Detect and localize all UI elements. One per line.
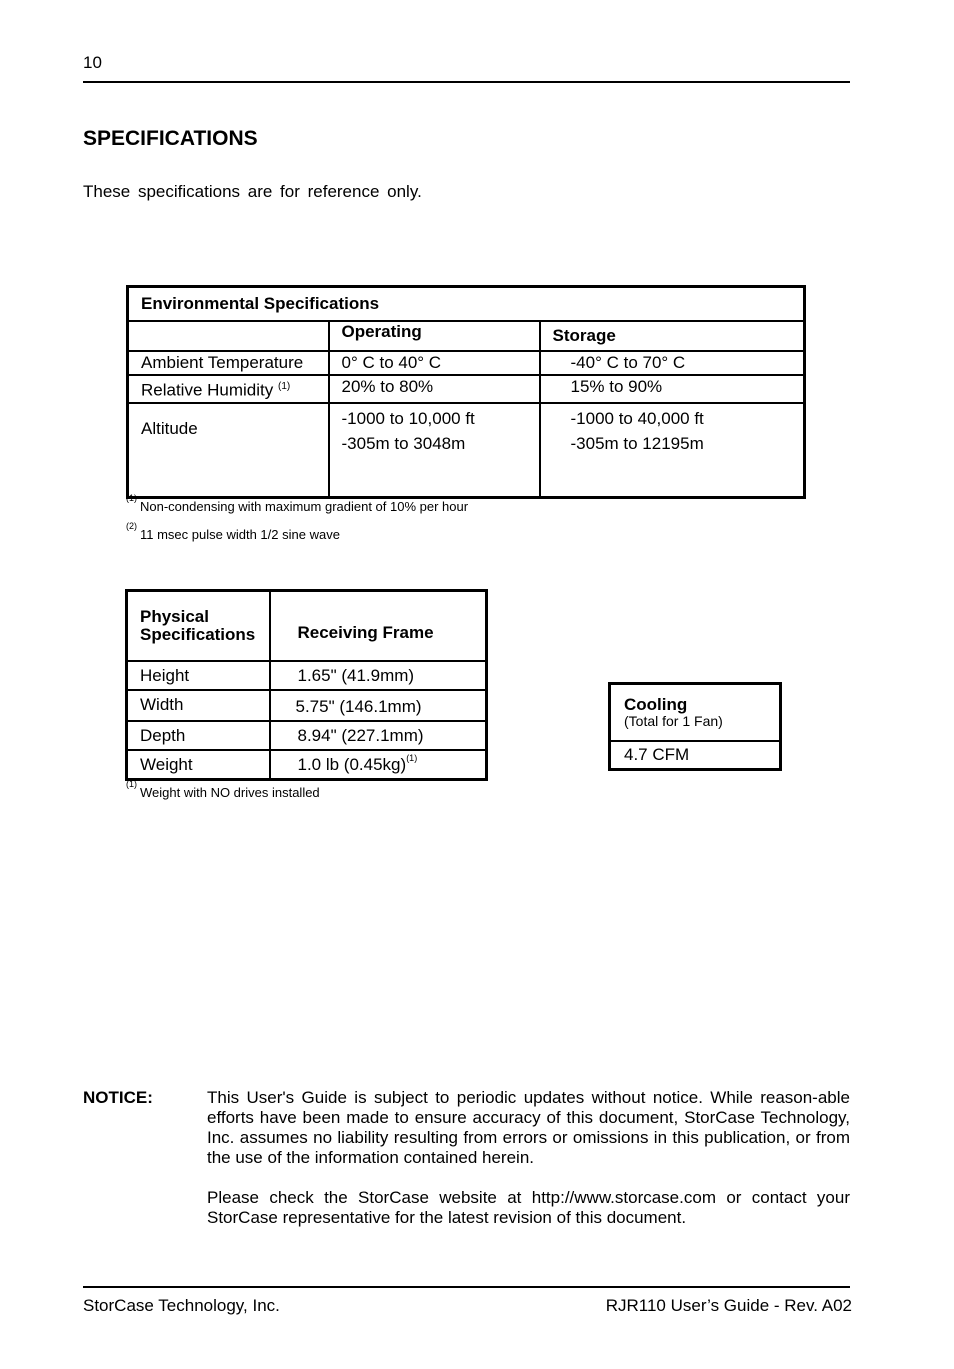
phys-title-line-2: Specifications bbox=[140, 625, 256, 644]
physical-specs-table bbox=[125, 589, 488, 781]
footer-company: StorCase Technology, Inc. bbox=[83, 1296, 280, 1315]
footnote-mark: (1) bbox=[126, 493, 137, 503]
env-row-label-text: Relative Humidity bbox=[141, 380, 274, 400]
env-altitude-storage bbox=[540, 403, 805, 498]
phys-row-label: Weight bbox=[127, 750, 270, 780]
phys-row-value bbox=[270, 750, 487, 780]
env-row-label: Ambient Temperature bbox=[128, 351, 329, 375]
cooling-value: 4.7 CFM bbox=[610, 741, 781, 770]
footnote-mark: (2) bbox=[126, 521, 137, 531]
footnote-mark: (1) bbox=[126, 779, 137, 789]
phys-table-title bbox=[127, 591, 270, 662]
notice-body bbox=[207, 1088, 850, 1248]
env-row-label bbox=[128, 375, 329, 403]
page-title: SPECIFICATIONS bbox=[83, 127, 258, 150]
notice-paragraph-1: This User's Guide is subject to periodic updates without notice. While reason-able efforts have been made to ensure accuracy of this document, StorCase Technology, Inc. assumes no liability resulting from errors or omissions in this publication, or from the use of the information contained herein. bbox=[207, 1088, 850, 1167]
altitude-operating-m: -305m to 3048m bbox=[341, 433, 466, 453]
env-footnote-1 bbox=[126, 493, 469, 514]
intro-text: These specifications are for reference only. bbox=[83, 182, 422, 201]
footer-rule bbox=[83, 1286, 850, 1288]
footnote-ref: (1) bbox=[406, 753, 418, 763]
footer-doc-title: RJR110 User’s Guide - Rev. A02 bbox=[605, 1296, 852, 1315]
env-col-operating: Operating bbox=[329, 321, 540, 351]
footnote-text: Weight with NO drives installed bbox=[140, 785, 320, 800]
phys-weight-text: 1.0 lb (0.45kg) bbox=[297, 755, 407, 774]
notice-label: NOTICE: bbox=[83, 1088, 153, 1107]
phys-row-value: 5.75" (146.1mm) bbox=[270, 690, 487, 721]
env-altitude-label: Altitude bbox=[128, 403, 329, 498]
env-row-storage: -40° C to 70° C bbox=[540, 351, 805, 375]
altitude-operating-ft: -1000 to 10,000 ft bbox=[341, 408, 475, 428]
phys-row-value: 1.65" (41.9mm) bbox=[270, 661, 487, 690]
header-rule bbox=[83, 81, 850, 83]
cooling-table bbox=[608, 682, 782, 771]
cooling-title: Cooling bbox=[624, 694, 688, 714]
env-row-operating: 20% to 80% bbox=[329, 375, 540, 403]
env-row-storage: 15% to 90% bbox=[540, 375, 805, 403]
phys-footnote bbox=[126, 779, 320, 800]
phys-row-label: Depth bbox=[127, 721, 270, 750]
notice-paragraph-2: Please check the StorCase website at http://www.storcase.com or contact your StorCase representative for the latest revision of this document. bbox=[207, 1188, 850, 1227]
environmental-specs-table bbox=[126, 285, 806, 499]
env-footnote-2 bbox=[126, 521, 340, 542]
env-row-operating: 0° C to 40° C bbox=[329, 351, 540, 375]
env-table-title: Environmental Specifications bbox=[128, 287, 805, 322]
phys-row-value: 8.94" (227.1mm) bbox=[270, 721, 487, 750]
env-altitude-operating bbox=[329, 403, 540, 498]
footnote-ref: (1) bbox=[278, 381, 291, 392]
phys-title-line-1: Physical bbox=[140, 607, 209, 626]
page-number: 10 bbox=[83, 53, 102, 72]
phys-col-frame: Receiving Frame bbox=[270, 591, 487, 662]
cooling-subtitle: (Total for 1 Fan) bbox=[624, 712, 723, 729]
cooling-header bbox=[610, 684, 781, 742]
footnote-text: 11 msec pulse width 1/2 sine wave bbox=[140, 527, 340, 542]
env-col-storage: Storage bbox=[540, 321, 805, 351]
footnote-text: Non-condensing with maximum gradient of 10% per hour bbox=[140, 499, 469, 514]
altitude-storage-ft: -1000 to 40,000 ft bbox=[570, 408, 704, 428]
phys-row-label: Height bbox=[127, 661, 270, 690]
altitude-storage-m: -305m to 12195m bbox=[570, 433, 704, 453]
env-empty-header bbox=[128, 321, 329, 351]
phys-row-label: Width bbox=[127, 690, 270, 721]
